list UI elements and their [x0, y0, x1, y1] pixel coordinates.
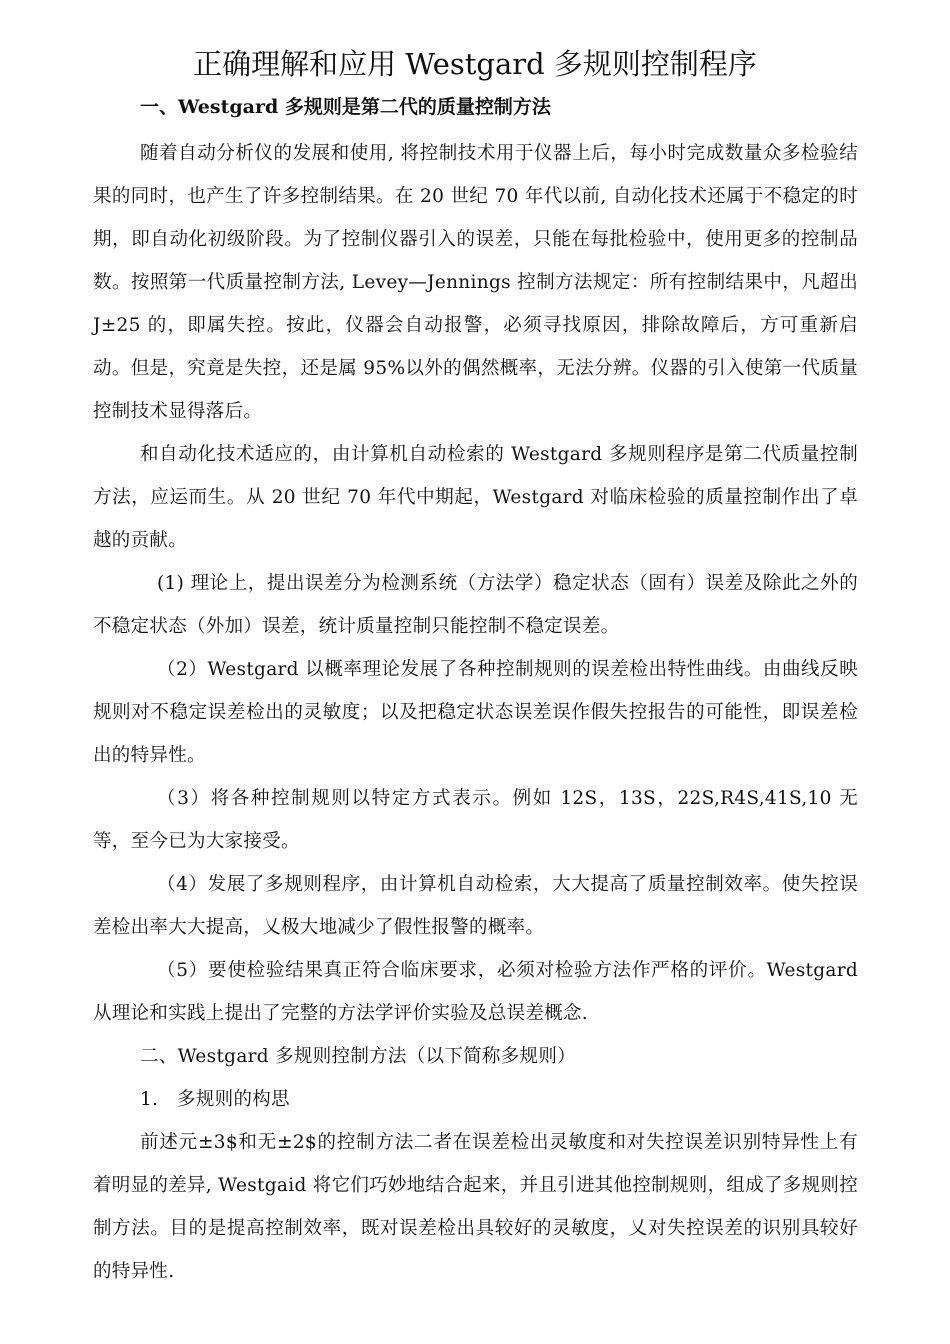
list-item-1: (1) 理论上，提出误差分为检测系统（方法学）稳定状态（固有）误差及除此之外的不稳定状态（外加）误差，统计质量控制只能控制不稳定误差。 — [93, 573, 858, 637]
subsection-heading: 1. 多规则的构思 — [140, 1089, 290, 1110]
paragraph-second-generation: 和自动化技术适应的，由计算机自动检索的 Westgard 多规则程序是第二代质量控制方法，应运而生。从 20 世纪 70 年代中期起，Westgard 对临床检验的质量控制作出了卓越的贡献。 — [93, 444, 858, 551]
paragraph-closing: 前述元±3$和无±2$的控制方法二者在误差检出灵敏度和对失控误差识别特异性上有着明显的差异, Westgaid 将它们巧妙地结合起来，并且引进其他控制规则，组成了多规则控制方法。目的是提高控制效率，既对误差检出具较好的灵敏度，乂对失控误差的识别具较好的特异性. — [93, 1132, 858, 1282]
section-1-heading: 一、Westgard 多规则是第二代的质量控制方法 — [140, 96, 551, 118]
paragraph-intro: 随着自动分析仪的发展和使用, 将控制技术用于仪器上后，每小时完成数量众多检验结果的同时，也产生了许多控制结果。在 20 世纪 70 年代以前, 自动化技术还属于不稳定的时期，即自动化初级阶段。为了控制仪器引入的误差，只能在每批检验中，使用更多的控制品数。按照第一代质量控制方法, Levey—Jennings 控制方法规定：所有控制结果中，凡超出 J±25 的，即属失控。按此，仪器会自动报警，必须寻找原因，排除故障后，方可重新启动。但是，究竟是失控，还是属 95%以外的偶然概率，无法分辨。仪器的引入使第一代质量控制技术显得落后。 — [93, 143, 858, 422]
list-item-3: （3）将各种控制规则以特定方式表示。例如 12S，13S，22S,R4S,41S,10 无等，至今已为大家接受。 — [93, 788, 858, 852]
list-item-4: （4）发展了多规则程序，由计算机自动检索，大大提高了质量控制效率。使失控误差检出率大大提高，乂极大地减少了假性报警的概率。 — [93, 874, 858, 938]
document-body — [93, 132, 858, 1293]
page-title: 正确理解和应用 Westgard 多规则控制程序 — [193, 47, 757, 81]
list-item-5: （5）要使检验结果真正符合临床要求，必须对检验方法作严格的评价。Westgard 从理论和实践上提出了完整的方法学评价实验及总误差概念. — [93, 960, 858, 1024]
section-2-heading: 二、Westgard 多规则控制方法（以下简称多规则） — [140, 1046, 576, 1067]
list-item-2: （2）Westgard 以概率理论发展了各种控制规则的误差检出特性曲线。由曲线反映规则对不稳定误差检出的灵敏度；以及把稳定状态误差误作假失控报告的可能性，即误差检出的特异性。 — [93, 659, 858, 766]
